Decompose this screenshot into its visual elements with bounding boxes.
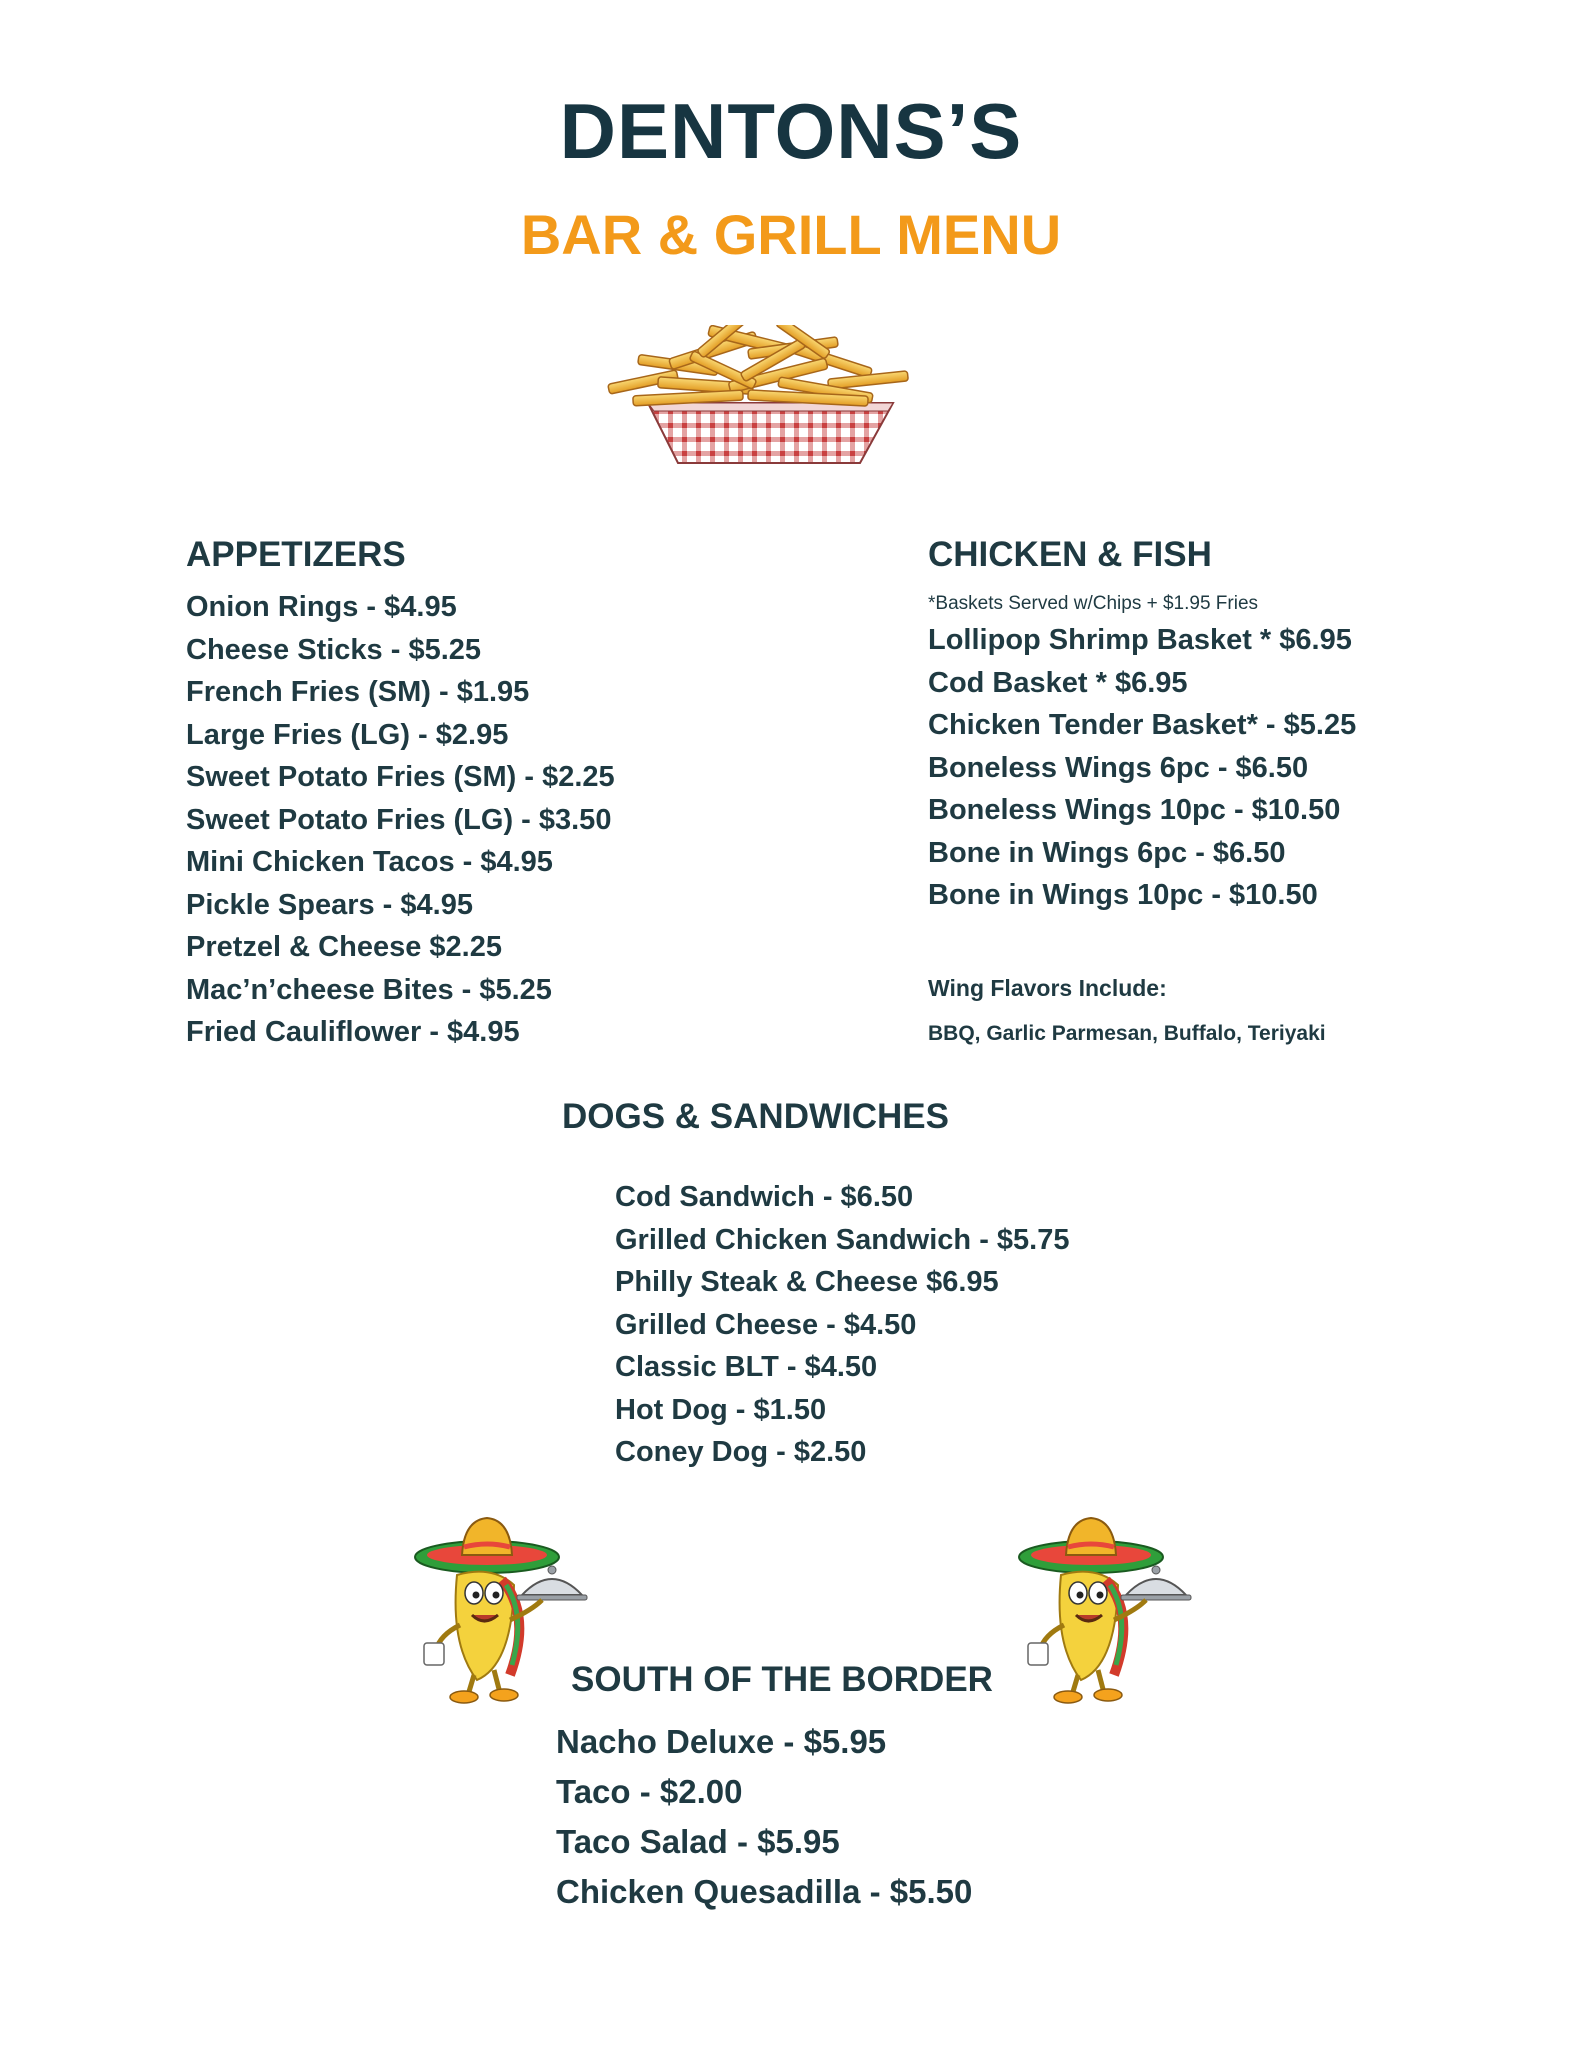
menu-item: Onion Rings - $4.95: [186, 591, 457, 623]
menu-item: Classic BLT - $4.50: [615, 1351, 878, 1383]
menu-item: Coney Dog - $2.50: [615, 1436, 867, 1468]
menu-item: Grilled Cheese - $4.50: [615, 1308, 917, 1341]
menu-title: DENTONS’S: [559, 87, 1023, 175]
menu-item: Cod Basket * $6.95: [928, 666, 1188, 699]
menu-item: Mini Chicken Tacos - $4.95: [186, 846, 553, 878]
menu-item: Cheese Sticks - $5.25: [186, 633, 482, 666]
menu-item: Sweet Potato Fries (SM) - $2.25: [186, 761, 615, 793]
menu-item: Cod Sandwich - $6.50: [615, 1181, 914, 1213]
menu-item: Lollipop Shrimp Basket * $6.95: [928, 624, 1352, 656]
menu-item: Grilled Chicken Sandwich - $5.75: [615, 1223, 1070, 1256]
baskets-note: *Baskets Served w/Chips + $1.95 Fries: [928, 593, 1259, 614]
menu-item: Pretzel & Cheese $2.25: [186, 931, 502, 963]
dogs-sandwiches-heading: DOGS & SANDWICHES: [562, 1097, 949, 1136]
menu-item: Fried Cauliflower - $4.95: [186, 1016, 520, 1048]
menu-item: Chicken Quesadilla - $5.50: [556, 1873, 973, 1910]
wing-flavors-list: BBQ, Garlic Parmesan, Buffalo, Teriyaki: [928, 1021, 1326, 1045]
appetizers-heading: APPETIZERS: [186, 535, 406, 574]
menu-item: Taco - $2.00: [556, 1773, 743, 1810]
dogs-sandwiches-section: [562, 1099, 1069, 1474]
menu-item: Hot Dog - $1.50: [615, 1393, 827, 1426]
menu-item: Boneless Wings 10pc - $10.50: [928, 794, 1341, 826]
menu-item: Bone in Wings 10pc - $10.50: [928, 879, 1318, 911]
menu-item: Nacho Deluxe - $5.95: [556, 1723, 887, 1760]
chicken-fish-section: [928, 537, 1356, 1044]
menu-item: French Fries (SM) - $1.95: [186, 676, 530, 708]
french-fries-basket-icon: [598, 325, 928, 475]
menu-item: Bone in Wings 6pc - $6.50: [928, 836, 1286, 869]
south-border-heading: SOUTH OF THE BORDER: [571, 1660, 993, 1699]
appetizers-section: [186, 537, 615, 1054]
chicken-fish-heading: CHICKEN & FISH: [928, 535, 1212, 574]
menu-item: Philly Steak & Cheese $6.95: [615, 1266, 999, 1298]
menu-item: Mac’n’cheese Bites - $5.25: [186, 973, 552, 1006]
menu-item: Large Fries (LG) - $2.95: [186, 718, 509, 751]
menu-item: Chicken Tender Basket* - $5.25: [928, 709, 1357, 741]
taco-mascot-icon: [1006, 1515, 1206, 1705]
menu-item: Pickle Spears - $4.95: [186, 888, 473, 921]
south-border-section: [556, 1660, 993, 1917]
menu-subtitle: BAR & GRILL MENU: [520, 203, 1062, 266]
menu-item: Taco Salad - $5.95: [556, 1823, 840, 1860]
wing-flavors-label: Wing Flavors Include:: [928, 974, 1167, 1001]
menu-item: Sweet Potato Fries (LG) - $3.50: [186, 803, 612, 836]
menu-item: Boneless Wings 6pc - $6.50: [928, 751, 1309, 784]
